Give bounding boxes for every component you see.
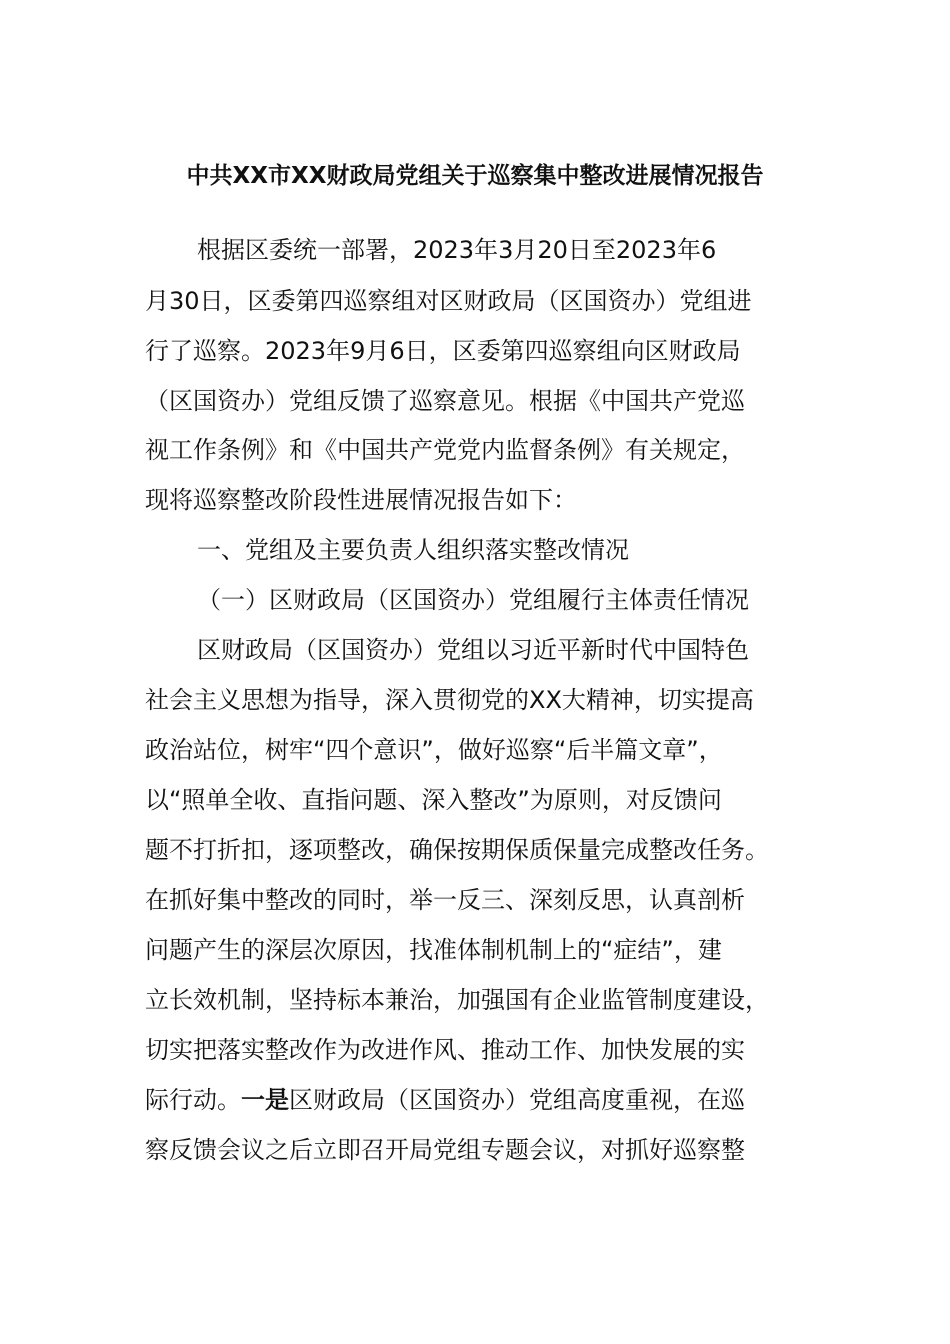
paragraph-line: 根据区委统一部署，2023年3月20日至2023年6 [197, 236, 717, 264]
paragraph-line: 在抓好集中整改的同时，举一反三、深刻反思，认真剖析 [145, 886, 745, 914]
paragraph-line: 政治站位，树牢“四个意识”，做好巡察“后半篇文章”， [145, 736, 723, 764]
bold-lead: 一是 [241, 1086, 289, 1114]
paragraph-line: 现将巡察整改阶段性进展情况报告如下： [145, 486, 577, 514]
paragraph-line: 题不打折扣，逐项整改，确保按期保质保量完成整改任务。 [145, 836, 769, 864]
paragraph-line: 视工作条例》和《中国共产党党内监督条例》有关规定， [145, 436, 745, 464]
section-heading: 一、党组及主要负责人组织落实整改情况 [197, 536, 629, 564]
paragraph-line: 以“照单全收、直指问题、深入整改”为原则，对反馈问 [145, 786, 722, 814]
paragraph-line: 切实把落实整改作为改进作风、推动工作、加快发展的实 [145, 1036, 745, 1064]
paragraph-line: 行了巡察。2023年9月6日，区委第四巡察组向区财政局 [145, 337, 741, 365]
line-text: 际行动。 [145, 1086, 241, 1114]
paragraph-line: 区财政局（区国资办）党组以习近平新时代中国特色 [197, 636, 749, 664]
paragraph-line: 月30日，区委第四巡察组对区财政局（区国资办）党组进 [145, 287, 752, 315]
paragraph-line: 立长效机制，坚持标本兼治，加强国有企业监管制度建设， [145, 986, 769, 1014]
paragraph-line: （区国资办）党组反馈了巡察意见。根据《中国共产党巡 [145, 387, 745, 415]
line-text: 区财政局（区国资办）党组高度重视，在巡 [289, 1086, 745, 1114]
subsection-heading: （一）区财政局（区国资办）党组履行主体责任情况 [197, 586, 749, 614]
paragraph-line: 问题产生的深层次原因，找准体制机制上的“症结”，建 [145, 936, 722, 964]
document-title: 中共XX市XX财政局党组关于巡察集中整改进展情况报告 [186, 163, 764, 189]
paragraph-line: 察反馈会议之后立即召开局党组专题会议，对抓好巡察整 [145, 1136, 745, 1164]
paragraph-line [145, 1082, 815, 1118]
paragraph-line: 社会主义思想为指导，深入贯彻党的XX大精神，切实提高 [145, 686, 754, 714]
